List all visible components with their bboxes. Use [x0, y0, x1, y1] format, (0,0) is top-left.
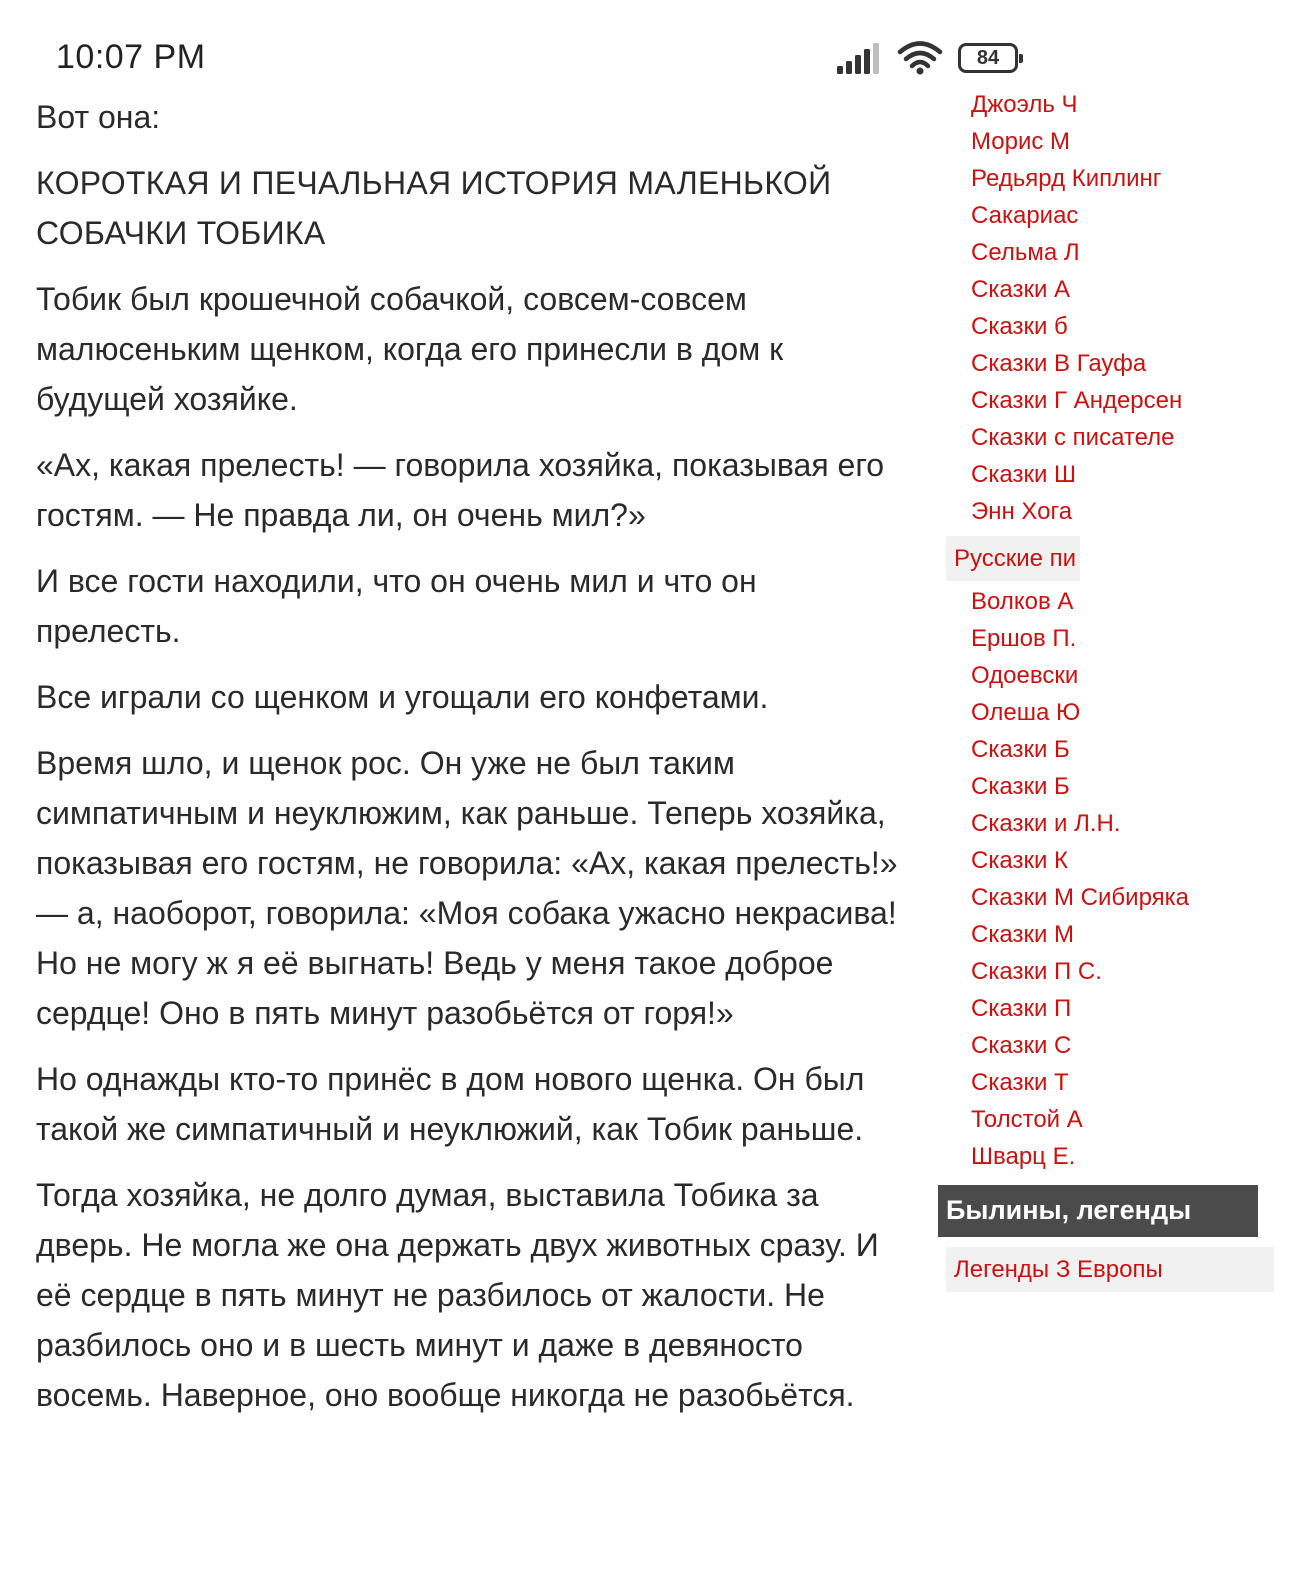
article-paragraph: Все играли со щенком и угощали его конфетами.: [36, 679, 769, 715]
sidebar-link[interactable]: Волков А: [971, 588, 1074, 615]
status-icons: [836, 40, 1018, 76]
sidebar-link[interactable]: Сказки П С.: [971, 958, 1102, 985]
sidebar-link[interactable]: Одоевски: [971, 662, 1079, 689]
sidebar-link[interactable]: Джоэль Ч: [971, 91, 1078, 118]
sidebar-link[interactable]: Сельма Л: [971, 239, 1080, 266]
sidebar-link[interactable]: Сказки А: [971, 276, 1071, 303]
sidebar-link[interactable]: Сказки Т: [971, 1069, 1069, 1096]
signal-icon: [836, 42, 882, 74]
sidebar-section-russian-writers[interactable]: Русские пи: [946, 536, 1080, 581]
sidebar-link[interactable]: Шварц Е.: [971, 1143, 1076, 1170]
sidebar-link[interactable]: Сакариас: [971, 202, 1079, 229]
sidebar-link[interactable]: Сказки П: [971, 995, 1072, 1022]
article-paragraph: «Ах, какая прелесть! — говорила хозяйка, показывая его гостям. — Не правда ли, он очень мил?»: [36, 447, 885, 533]
sidebar-link[interactable]: Сказки М: [971, 921, 1075, 948]
sidebar-link[interactable]: Сказки Б: [971, 773, 1070, 800]
article-body: [36, 92, 906, 1436]
sidebar-link[interactable]: Сказки Г Андерсен: [971, 387, 1183, 414]
sidebar-link[interactable]: Олеша Ю: [971, 699, 1081, 726]
sidebar-link[interactable]: Сказки Б: [971, 736, 1070, 763]
article-paragraph: Время шло, и щенок рос. Он уже не был таким симпатичным и неуклюжим, как раньше. Теперь хозяйка, показывая его гостям, не говорила: «Ах, какая прелесть!» — а, наоборот, говорила: «Моя собака ужасно некрасива! Но не могу ж я её выгнать! Ведь у меня такое доброе сердце! Оно в пять минут разобьётся от горя!»: [36, 745, 898, 1031]
sidebar-link[interactable]: Сказки В Гауфа: [971, 350, 1147, 377]
sidebar-link[interactable]: Толстой А: [971, 1106, 1083, 1133]
sidebar-nav: [946, 90, 1192, 1574]
battery-level: 84: [976, 47, 1000, 69]
sidebar-link[interactable]: Сказки С: [971, 1032, 1072, 1059]
sidebar-link[interactable]: Редьярд Киплинг: [971, 165, 1162, 192]
article-paragraph: Но однажды кто-то принёс в дом нового щенка. Он был такой же симпатичный и неуклюжий, как Тобик раньше.: [36, 1061, 865, 1147]
article-paragraph: Тобик был крошечной собачкой, совсем-совсем малюсеньким щенком, когда его принесли в дом к будущей хозяйке.: [36, 281, 784, 417]
article-title: КОРОТКАЯ И ПЕЧАЛЬНАЯ ИСТОРИЯ МАЛЕНЬКОЙ СОБАЧКИ ТОБИКА: [36, 165, 832, 251]
sidebar-section-legends[interactable]: Легенды З Европы: [946, 1247, 1274, 1292]
status-bar: [0, 0, 1080, 96]
sidebar-link[interactable]: Сказки К: [971, 847, 1068, 874]
sidebar-link[interactable]: Морис М: [971, 128, 1071, 155]
wifi-icon: [898, 41, 942, 75]
article-paragraph: И все гости находили, что он очень мил и что он прелесть.: [36, 563, 757, 649]
sidebar-link[interactable]: Сказки с писателе: [971, 424, 1175, 451]
article-intro: Вот она:: [36, 99, 161, 135]
sidebar-link[interactable]: Сказки и Л.Н.: [971, 810, 1121, 837]
status-time: 10:07 PM: [56, 38, 206, 76]
battery-icon: [958, 43, 1018, 73]
article-paragraph: Тогда хозяйка, не долго думая, выставила Тобика за дверь. Не могла же она держать двух животных сразу. И её сердце в пять минут не разбилось от жалости. Не разбилось оно и в шесть минут и даже в девяносто восемь. Наверное, оно вообще никогда не разобьётся.: [36, 1177, 879, 1413]
sidebar-link[interactable]: Сказки б: [971, 313, 1068, 340]
sidebar-header-bylinas: Былины, легенды: [938, 1185, 1258, 1237]
sidebar-link[interactable]: Сказки Ш: [971, 461, 1077, 488]
sidebar-link[interactable]: Энн Хога: [971, 498, 1073, 525]
sidebar-link[interactable]: Сказки М Сибиряка: [971, 884, 1190, 911]
sidebar-link[interactable]: Ершов П.: [971, 625, 1077, 652]
